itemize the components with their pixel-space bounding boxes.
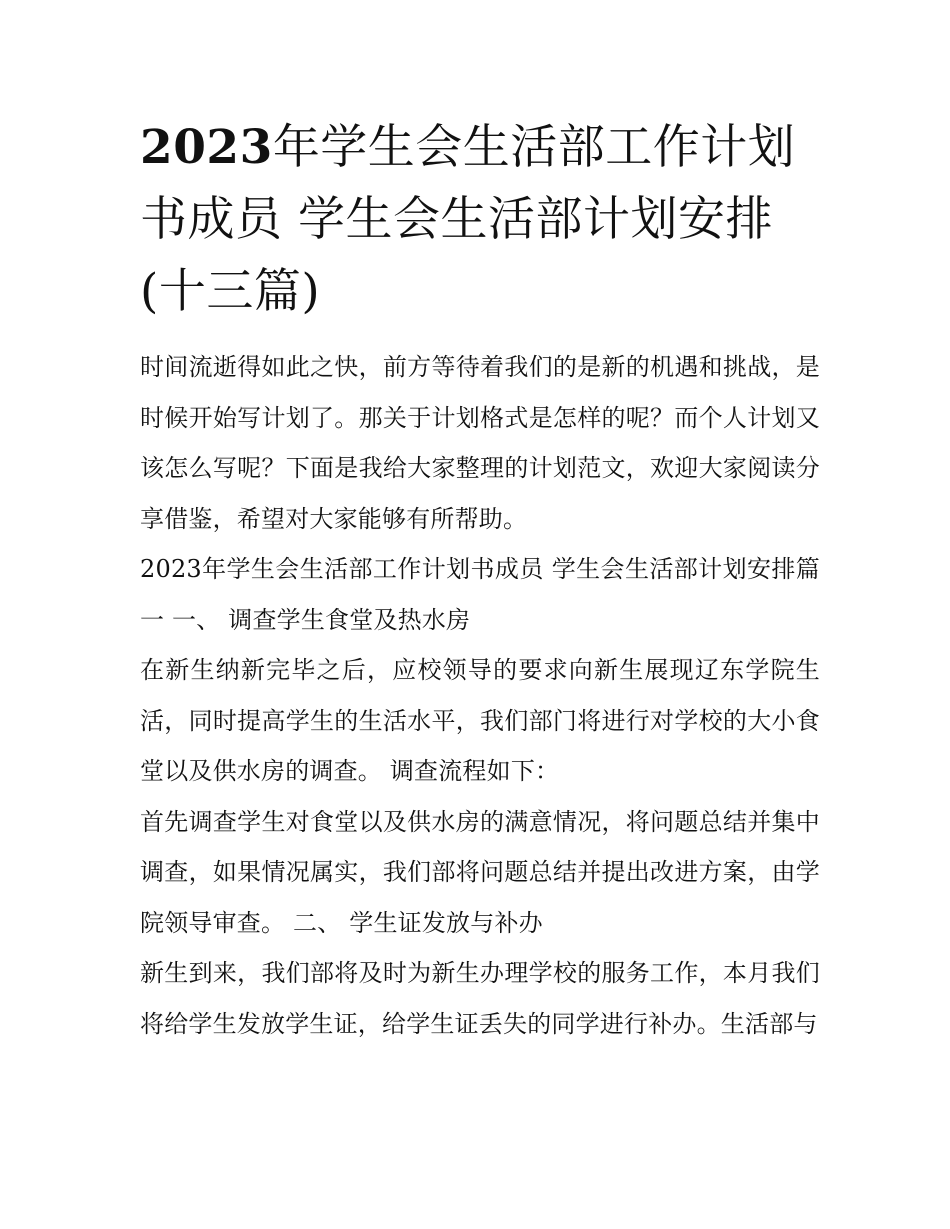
- title-text: 年学生会生活部工作计划书成员 学生会生活部计划安排(十三篇): [140, 120, 796, 319]
- paragraph-survey-process: 首先调查学生对食堂以及供水房的满意情况，将问题总结并集中调查，如果情况属实，我们部将问题总结并提出改进方案，由学院领导审查。 二、 学生证发放与补办: [140, 807, 820, 937]
- paragraph-canteen-survey: 在新生纳新完毕之后，应校领导的要求向新生展现辽东学院生活，同时提高学生的生活水平，我们部门将进行对学校的大小食堂以及供水房的调查。 调查流程如下：: [140, 656, 820, 785]
- paragraph-student-id: 新生到来，我们部将及时为新生办理学校的服务工作，本月我们将给学生发放学生证，给学生证丢失的同学进行补办。生活部与: [140, 959, 820, 1038]
- paragraph-intro: 时间流逝得如此之快，前方等待着我们的是新的机遇和挑战，是时候开始写计划了。那关于计划格式是怎样的呢？而个人计划又该怎么写呢？下面是我给大家整理的计划范文，欢迎大家阅读分享借鉴，希望对大家能够有所帮助。: [140, 353, 820, 533]
- document-body: [140, 342, 820, 1049]
- document-title: [140, 112, 820, 328]
- title-year: 2023: [140, 120, 273, 175]
- paragraph-section-heading: 2023年学生会生活部工作计划书成员 学生会生活部计划安排篇一 一、 调查学生食堂及热水房: [140, 555, 820, 634]
- document-page: [140, 112, 820, 1049]
